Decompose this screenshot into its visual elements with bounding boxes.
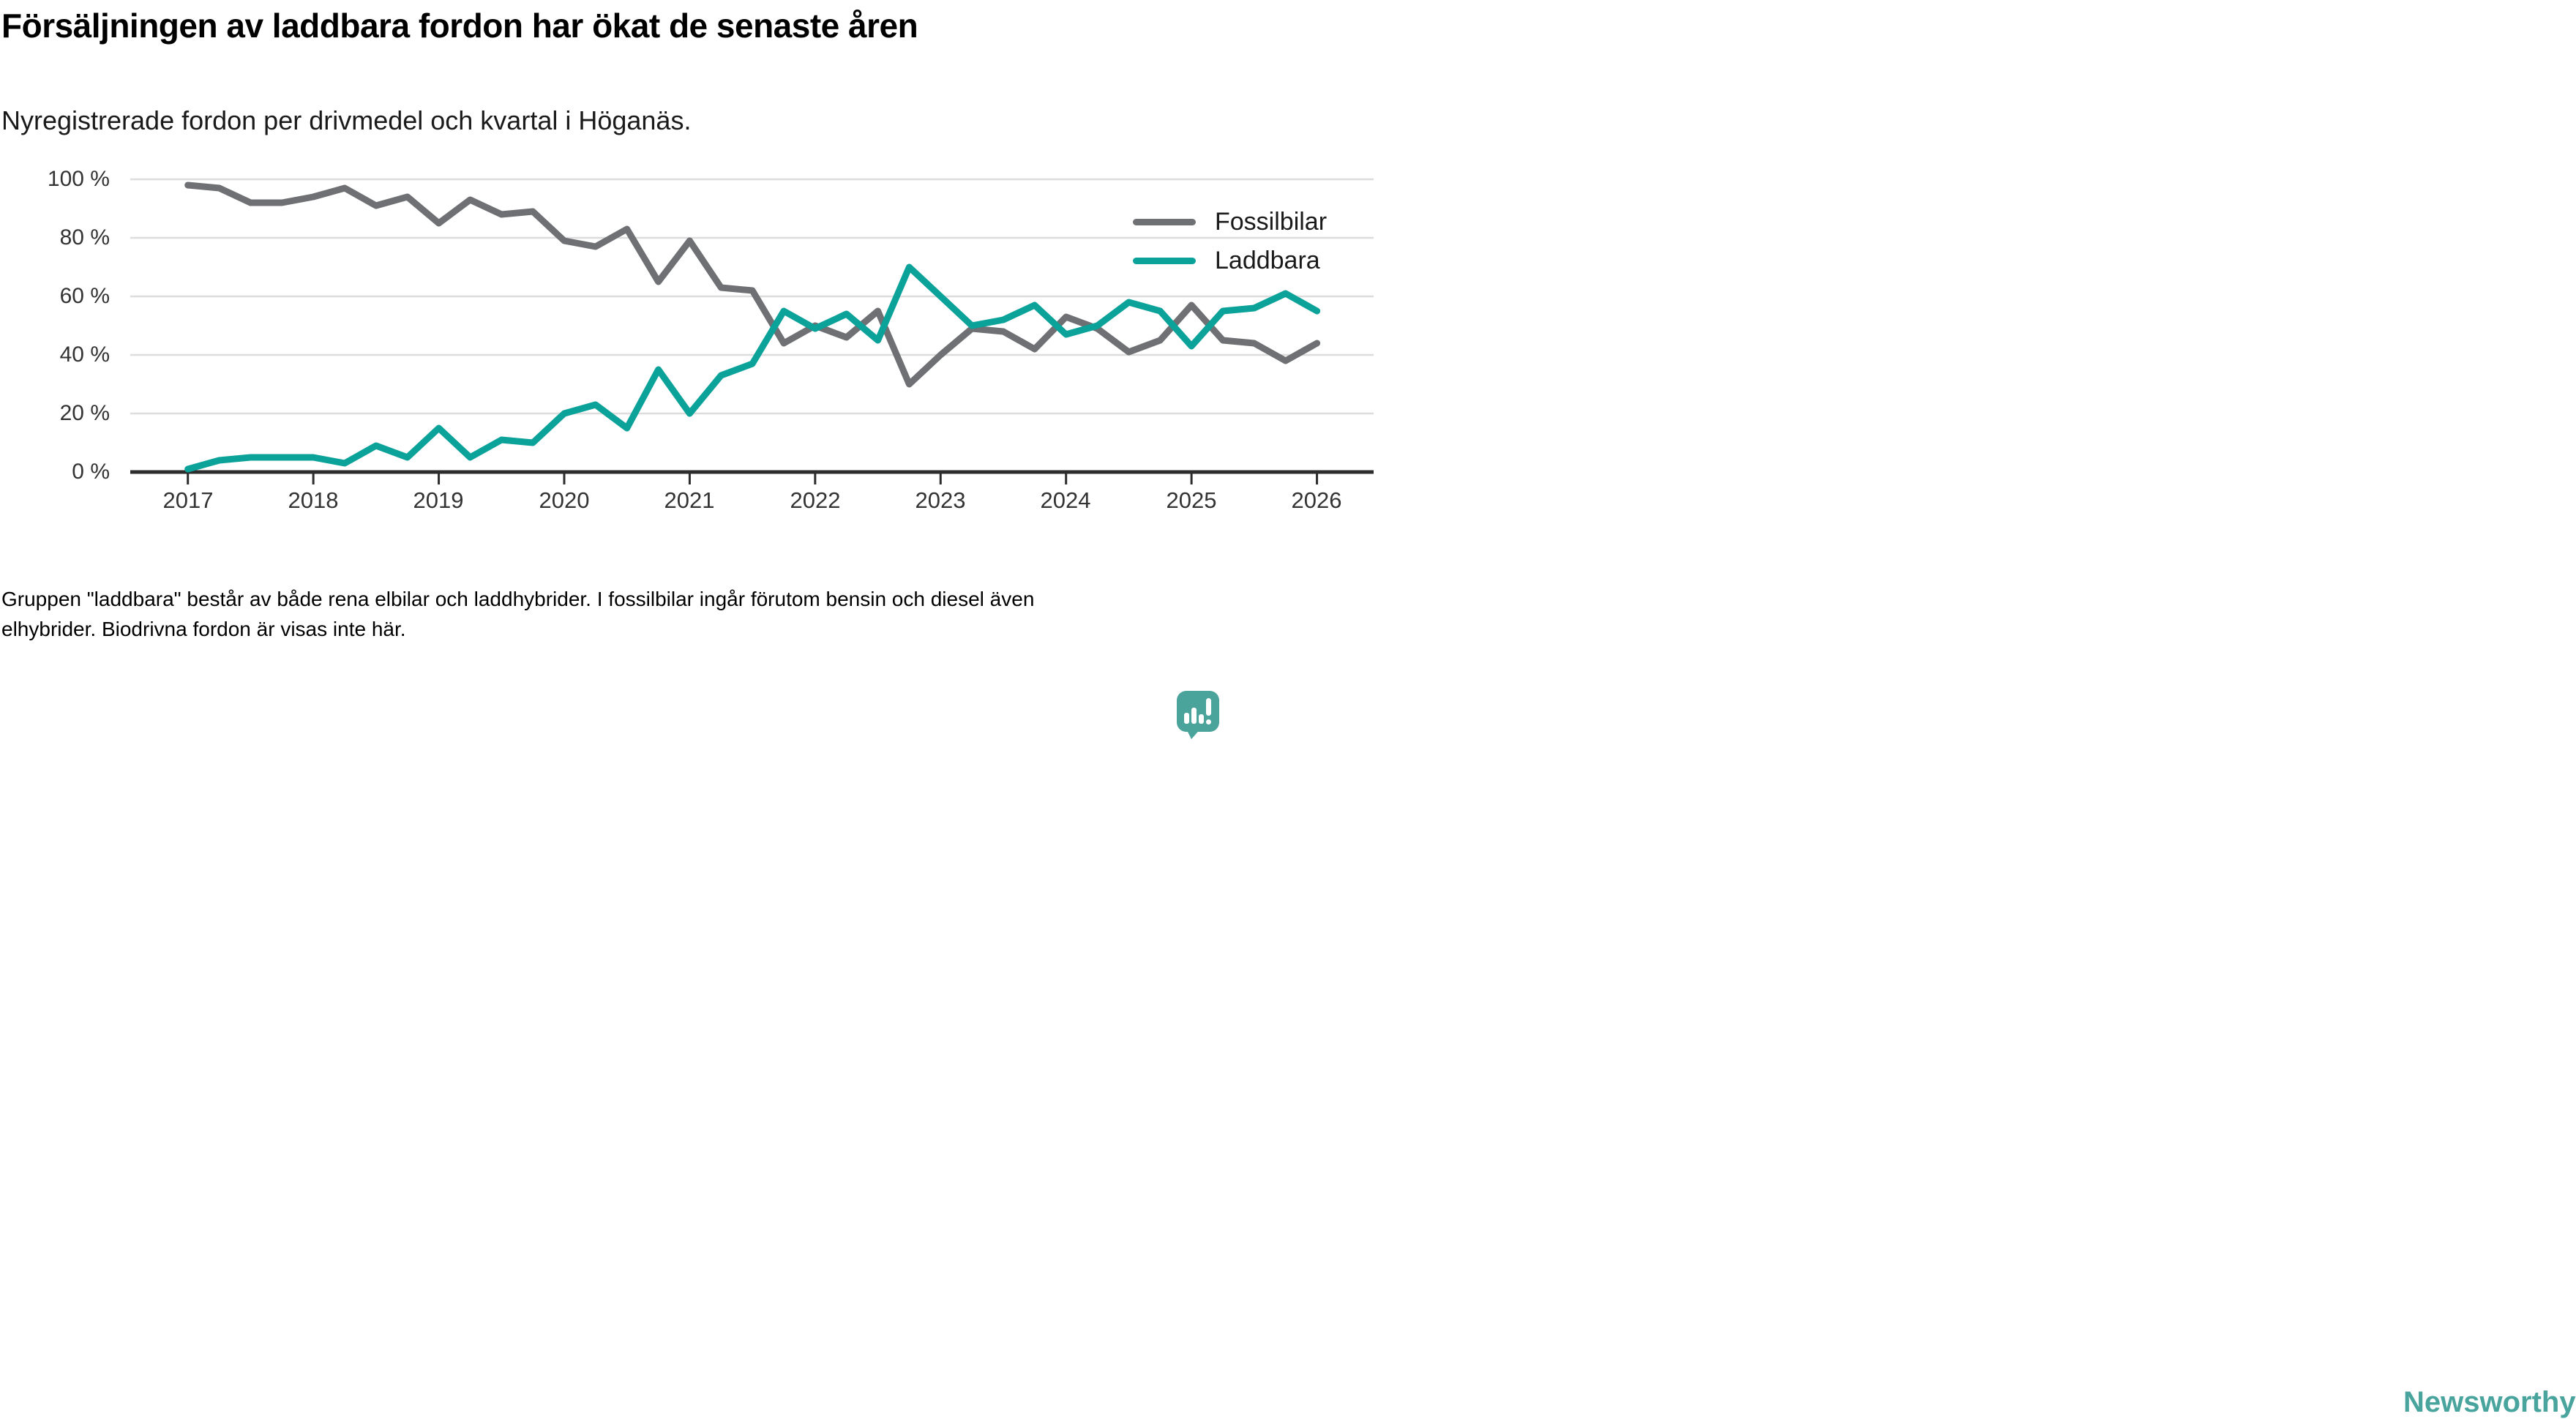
x-tick-label: 2018 — [288, 487, 339, 513]
page-title: Försäljningen av laddbara fordon har ökat de senaste åren — [1, 7, 918, 45]
x-tick-label: 2024 — [1040, 487, 1091, 513]
newsworthy-logo-text: Newsworthy — [2403, 1386, 2576, 1418]
chart-subtitle: Nyregistrerade fordon per drivmedel och kvartal i Höganäs. — [1, 105, 692, 135]
x-tick-label: 2017 — [162, 487, 214, 513]
x-tick-label: 2025 — [1166, 487, 1217, 513]
x-tick-label: 2026 — [1291, 487, 1342, 513]
laddbara-line — [188, 267, 1317, 469]
y-tick-label: 0 % — [72, 460, 110, 484]
newsworthy-logo — [1175, 689, 2576, 1418]
newsworthy-logo-icon — [1175, 689, 1227, 739]
y-tick-label: 40 % — [59, 342, 110, 367]
y-tick-label: 80 % — [59, 225, 110, 250]
laddbara-legend-label: Laddbara — [1215, 247, 1320, 274]
y-tick-label: 100 % — [47, 167, 110, 191]
fossilbilar-legend-label: Fossilbilar — [1215, 208, 1328, 236]
x-tick-label: 2019 — [413, 487, 464, 513]
fossilbilar-legend-swatch — [1133, 219, 1196, 225]
x-tick-label: 2021 — [664, 487, 715, 513]
y-tick-label: 60 % — [59, 284, 110, 308]
x-tick-label: 2023 — [915, 487, 966, 513]
chart-footnote: Gruppen "laddbara" består av både rena elbilar och laddhybrider. I fossilbilar ingår förutom bensin och diesel även elhybrider. Biodrivna fordon är visas inte här. — [1, 588, 1035, 641]
laddbara-legend-swatch — [1133, 258, 1196, 264]
x-tick-label: 2020 — [539, 487, 590, 513]
x-tick-label: 2022 — [790, 487, 841, 513]
y-tick-label: 20 % — [59, 401, 110, 425]
